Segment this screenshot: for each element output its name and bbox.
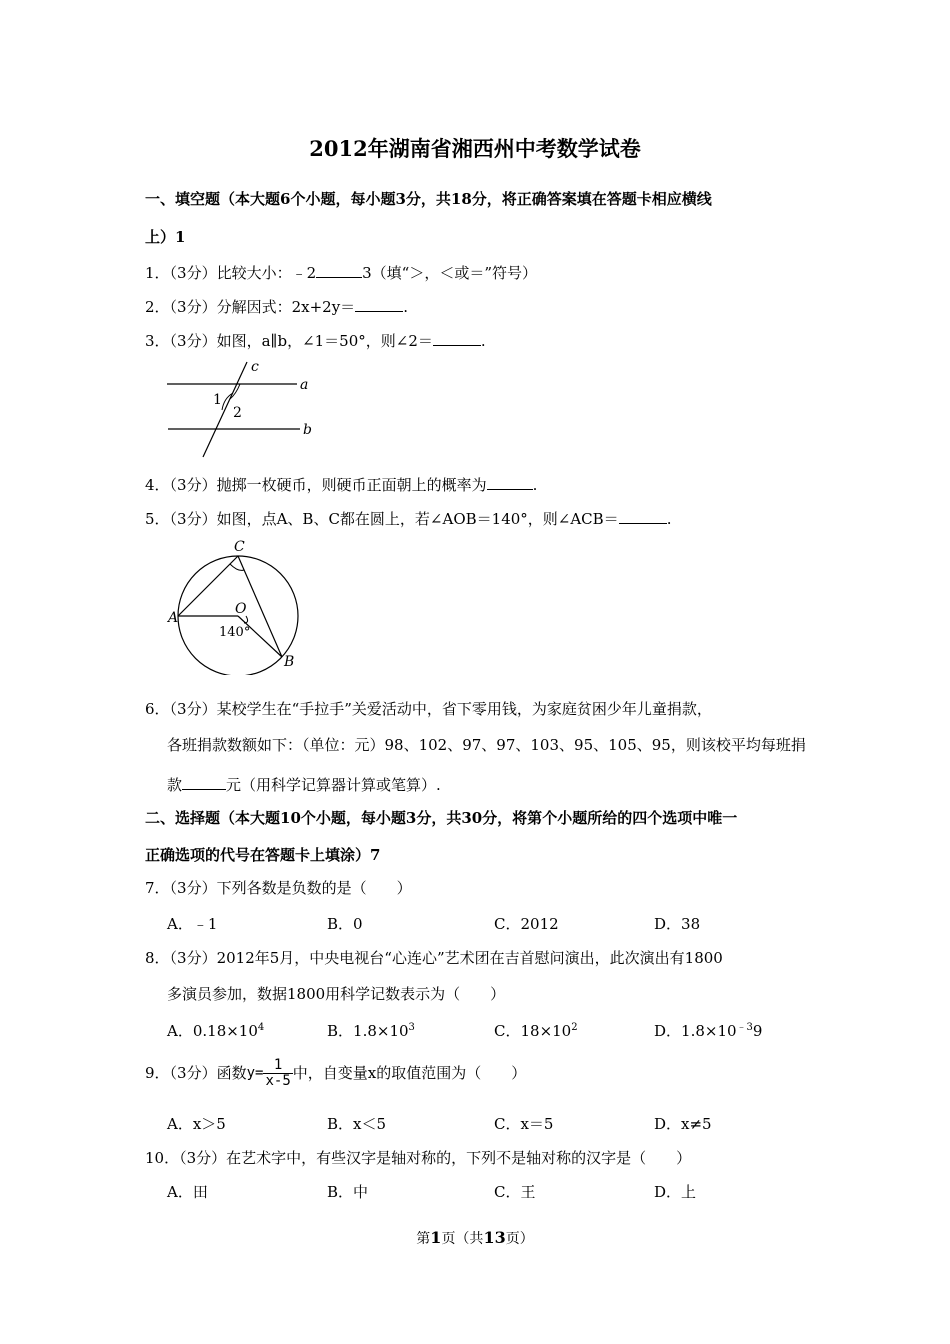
q10-option-c: C．王	[494, 1183, 536, 1201]
label-a: a	[300, 377, 309, 393]
q6-score: （3分）	[169, 700, 217, 718]
section1-heading-line2: 上）1	[145, 228, 186, 246]
q8-number: 8．	[145, 949, 170, 967]
label-angle-2: 2	[233, 405, 242, 421]
footer-mid: 页（共	[441, 1231, 484, 1247]
q8-text-line1: 2012年5月，中央电视台“心连心”艺术团在吉首慰问演出，此次演出有1800	[216, 949, 723, 967]
q10-text: 在艺术字中，有些汉字是轴对称的，下列不是轴对称的汉字是（ ）	[226, 1149, 692, 1167]
q9-fraction	[263, 1058, 292, 1090]
q3-text-a: 如图，a∥b，∠1＝50°，则∠2＝	[216, 332, 433, 350]
q2-answer-blank	[355, 297, 403, 312]
q3-parallel-lines-figure	[160, 358, 320, 460]
question-7	[145, 881, 412, 896]
q7-option-c: C．2012	[494, 915, 559, 933]
label-b: b	[303, 422, 312, 438]
q8-option-a	[167, 1023, 264, 1039]
q6-text-line2: 各班捐款数额如下：（单位：元）98、102、97、97、103、95、105、95，则该校平均每班捐	[167, 736, 806, 754]
q1-text-a: 比较大小：﹣2	[216, 264, 317, 282]
q1-text-b: 3（填“＞，＜或＝”符号）	[362, 264, 538, 282]
question-4	[145, 475, 537, 493]
page-footer	[0, 1230, 950, 1246]
q8-option-c-base: C．18×10	[494, 1022, 572, 1040]
q7-option-b: B．0	[327, 915, 363, 933]
q8-option-d-base: D．1.8×10	[654, 1022, 737, 1040]
q6-answer-blank	[182, 775, 226, 790]
question-5	[145, 509, 671, 527]
label-c: c	[251, 359, 259, 375]
q3-score: （3分）	[169, 332, 217, 350]
q7-score: （3分）	[169, 879, 217, 897]
q7-text: 下列各数是负数的是（ ）	[216, 879, 412, 897]
q5-text-a: 如图，点A、B、C都在圆上，若∠AOB＝140°，则∠ACB＝	[216, 510, 619, 528]
q8-option-d-tail: 9	[752, 1022, 763, 1040]
q8-option-d-exponent: ﹣3	[736, 1022, 753, 1033]
q4-score: （3分）	[169, 476, 217, 494]
label-angle-1: 1	[213, 392, 222, 408]
page-title: 2012年湖南省湘西州中考数学试卷	[309, 136, 641, 161]
label-O: O	[235, 601, 247, 617]
q2-text-a: 分解因式：2x+2y＝	[216, 298, 356, 316]
q8-score: （3分）	[169, 949, 217, 967]
q9-option-b: B．x＜5	[327, 1115, 387, 1133]
q8-option-b-exponent: 3	[408, 1022, 415, 1033]
q5-number: 5．	[145, 510, 170, 528]
q8-option-a-base: A．0.18×10	[167, 1022, 258, 1040]
q1-number: 1．	[145, 264, 170, 282]
q8-text-line2: 多演员参加，数据1800用科学记数表示为（ ）	[167, 985, 506, 1003]
footer-post: 页）	[505, 1231, 534, 1247]
question-10	[145, 1151, 691, 1166]
q8-option-c-exponent: 2	[571, 1022, 578, 1033]
q9-y-equals: y=	[246, 1065, 264, 1082]
q7-option-d: D．38	[654, 915, 701, 933]
q10-option-b: B．中	[327, 1183, 369, 1201]
question-6-line1	[145, 702, 712, 717]
q10-number: 10．	[145, 1149, 180, 1167]
q8-option-a-exponent: 4	[257, 1022, 265, 1033]
q5-score: （3分）	[169, 510, 217, 528]
q4-text-b: .	[532, 476, 538, 494]
q10-option-d: D．上	[654, 1183, 697, 1201]
q5-circle-figure	[160, 535, 310, 675]
segment-AC	[178, 556, 238, 616]
q4-text-a: 抛掷一枚硬币，则硬币正面朝上的概率为	[216, 476, 487, 494]
footer-page-number: 1	[430, 1228, 442, 1247]
q5-answer-blank	[619, 509, 667, 524]
q10-score: （3分）	[179, 1149, 227, 1167]
q3-answer-blank	[433, 331, 481, 346]
q9-option-a: A．x＞5	[167, 1115, 226, 1133]
q8-option-b-base: B．1.8×10	[327, 1022, 409, 1040]
q9-score: （3分）	[169, 1063, 217, 1082]
q8-option-b	[327, 1023, 415, 1039]
q9-option-c: C．x＝5	[494, 1115, 554, 1133]
q7-option-a: A．﹣1	[167, 915, 218, 933]
question-8-line1	[145, 951, 723, 966]
q7-number: 7．	[145, 879, 170, 897]
q1-score: （3分）	[169, 264, 217, 282]
q9-option-d: D．x≠5	[654, 1115, 712, 1133]
question-6-line3	[167, 775, 441, 793]
q5-text-b: .	[666, 510, 672, 528]
q2-text-b: .	[403, 298, 408, 316]
q1-answer-blank	[316, 263, 362, 278]
label-C: C	[234, 539, 245, 555]
section2-heading-line2: 正确选项的代号在答题卡上填涂）7	[145, 846, 381, 864]
q6-number: 6．	[145, 700, 170, 718]
q4-answer-blank	[487, 475, 533, 490]
section2-heading-line1: 二、选择题（本大题10个小题，每小题3分，共30分，将第个小题所给的四个选项中唯一	[145, 809, 738, 827]
question-1	[145, 263, 537, 281]
q2-number: 2．	[145, 298, 170, 316]
q10-option-a: A．田	[167, 1183, 208, 1201]
q2-score: （3分）	[169, 298, 217, 316]
section1-heading-line1: 一、填空题（本大题6个小题，每小题3分，共18分，将正确答案填在答题卡相应横线	[145, 190, 712, 208]
q9-text-a: 函数	[216, 1063, 247, 1082]
q9-fraction-numerator: 1	[263, 1058, 292, 1074]
footer-pre: 第	[416, 1231, 431, 1247]
q9-text-b: 中，自变量x的取值范围为（ ）	[292, 1063, 527, 1082]
q3-text-b: .	[480, 332, 486, 350]
q8-option-c	[494, 1023, 578, 1039]
question-2	[145, 297, 408, 315]
q6-text-line3-b: 元（用科学记算器计算或笔算）.	[226, 776, 441, 794]
question-3	[145, 331, 486, 349]
label-140-degrees: 140°	[219, 625, 251, 640]
q9-fraction-denominator: x-5	[265, 1073, 291, 1090]
label-B: B	[284, 654, 295, 670]
q6-text-line3-a: 款	[167, 776, 183, 794]
q9-number: 9．	[145, 1063, 170, 1082]
q6-text-line1: 某校学生在“手拉手”关爱活动中，省下零用钱，为家庭贫困少年儿童捐款，	[216, 700, 712, 718]
label-A: A	[168, 610, 179, 626]
q8-option-d	[654, 1023, 762, 1039]
question-9	[145, 1058, 526, 1090]
q4-number: 4．	[145, 476, 170, 494]
footer-total-pages: 13	[483, 1228, 506, 1247]
q3-number: 3．	[145, 332, 170, 350]
